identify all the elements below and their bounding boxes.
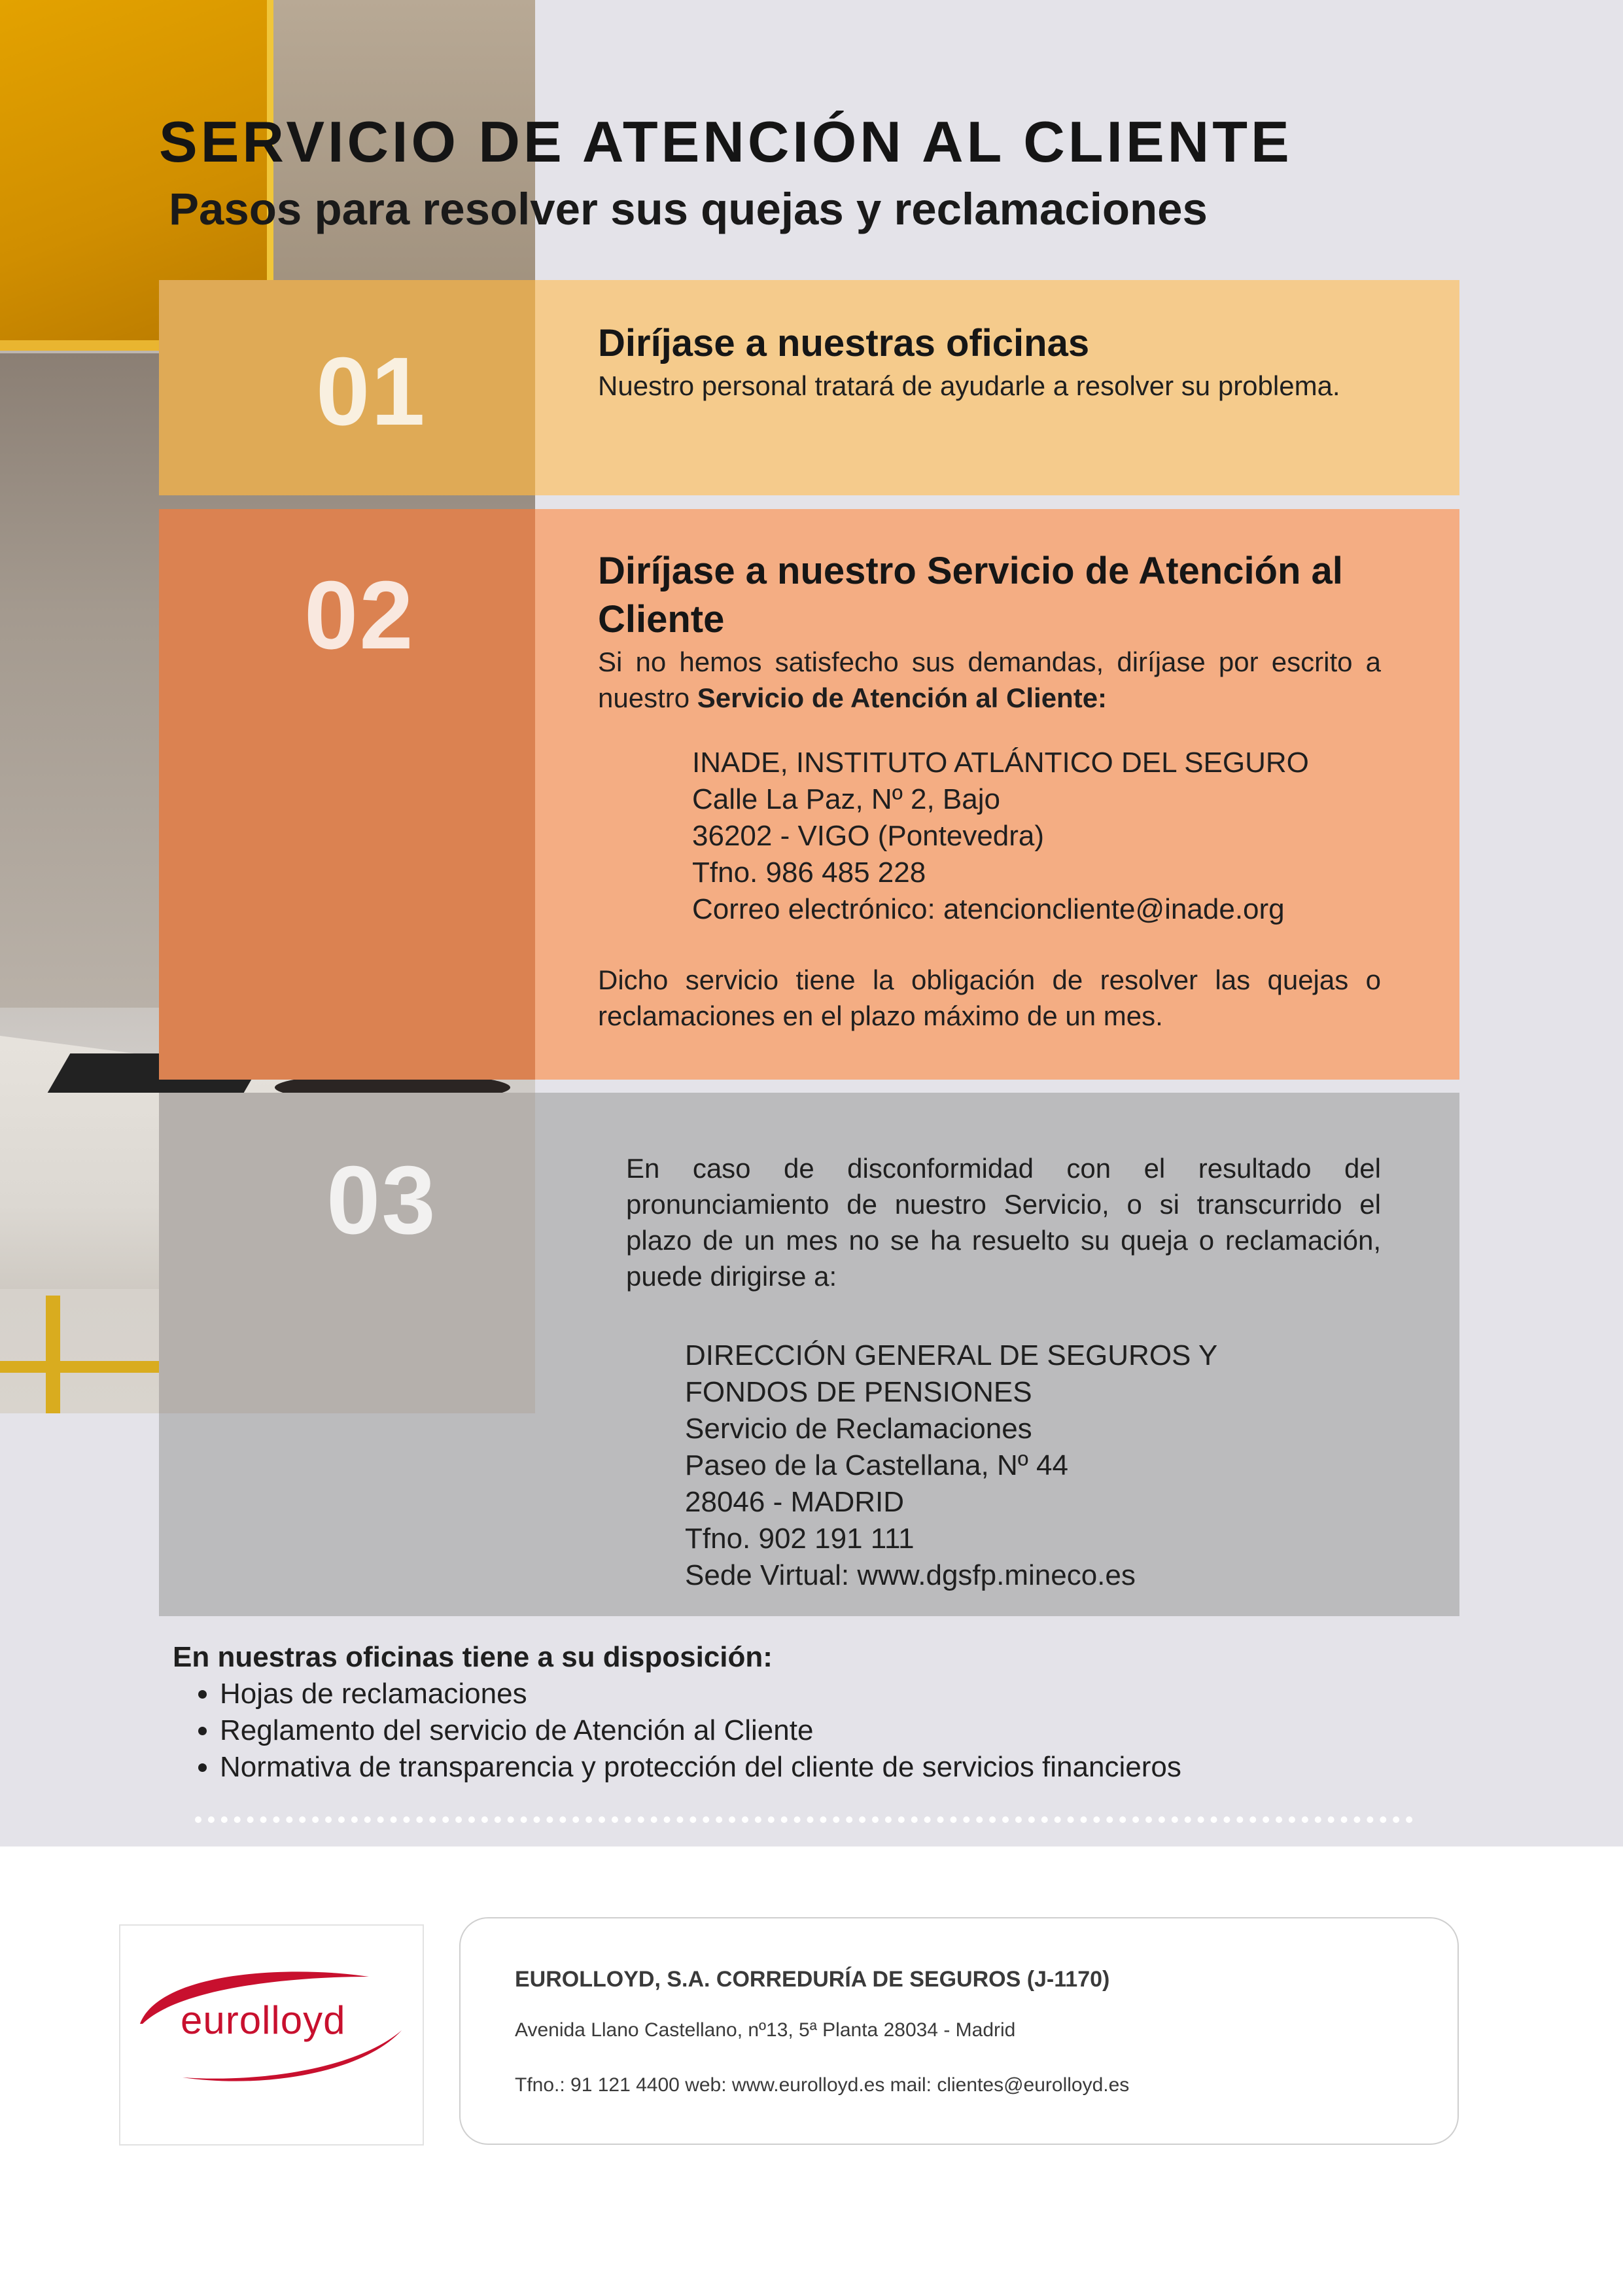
availability-section <box>173 1639 1416 1786</box>
step-2-intro <box>598 644 1381 716</box>
step-3-number: 03 <box>326 1146 437 1254</box>
inade-phone: Tfno. 986 485 228 <box>692 857 926 889</box>
list-item: • Hojas de reclamaciones <box>220 1676 1416 1712</box>
dotted-divider <box>195 1816 1413 1823</box>
step-1-content <box>598 319 1381 404</box>
step-1-text: Nuestro personal tratará de ayudarle a resolver su problema. <box>598 370 1340 401</box>
company-info-box <box>459 1917 1459 2145</box>
dgsfp-city: 28046 - MADRID <box>685 1486 905 1518</box>
step-3-text: En caso de disconformidad con el resultado del pronunciamiento de nuestro Servicio, o si transcurrido el plazo de un mes no se ha resuelto su queja o reclamación, puede dirigirse a: <box>626 1153 1381 1292</box>
page-title: SERVICIO DE ATENCIÓN AL CLIENTE <box>159 109 1293 174</box>
availability-heading: En nuestras oficinas tiene a su disposición: <box>173 1641 773 1673</box>
dgsfp-address <box>685 1337 1381 1594</box>
dgsfp-street: Paseo de la Castellana, Nº 44 <box>685 1449 1068 1481</box>
step-2-heading: Diríjase a nuestro Servicio de Atención al Cliente <box>598 550 1343 641</box>
step-2-intro-text: Si no hemos satisfecho sus demandas, diríjase por escrito a nuestro <box>598 646 1381 713</box>
eurolloyd-logo <box>119 1924 424 2146</box>
step-1-number: 01 <box>316 338 427 446</box>
dgsfp-department: Servicio de Reclamaciones <box>685 1413 1032 1445</box>
list-item: • Reglamento del servicio de Atención al Cliente <box>220 1712 1416 1749</box>
company-name: EUROLLOYD, S.A. CORREDURÍA DE SEGUROS (J-1170) <box>515 1967 1110 1992</box>
step-3-content <box>626 1150 1381 1594</box>
step-2-number: 02 <box>304 561 415 669</box>
dgsfp-phone: Tfno. 902 191 111 <box>685 1523 915 1555</box>
inade-address <box>692 745 1381 928</box>
inade-city: 36202 - VIGO (Pontevedra) <box>692 820 1045 852</box>
company-address: Avenida Llano Castellano, nº13, 5ª Planta 28034 - Madrid <box>515 2019 1016 2041</box>
dgsfp-web: Sede Virtual: www.dgsfp.mineco.es <box>685 1559 1136 1591</box>
logo-wordmark: eurolloyd <box>181 1998 346 2042</box>
inade-street: Calle La Paz, Nº 2, Bajo <box>692 783 1000 815</box>
step-2-closing: Dicho servicio tiene la obligación de resolver las quejas o reclamaciones en el plazo máximo de un mes. <box>598 964 1381 1031</box>
dgsfp-name-line2: FONDOS DE PENSIONES <box>685 1376 1032 1408</box>
step-2-intro-bold: Servicio de Atención al Cliente: <box>697 682 1108 713</box>
photo-desk-leg <box>46 1296 60 1413</box>
inade-email: Correo electrónico: atencioncliente@inade.org <box>692 893 1285 925</box>
dgsfp-name-line1: DIRECCIÓN GENERAL DE SEGUROS Y <box>685 1339 1218 1371</box>
step-1-heading: Diríjase a nuestras oficinas <box>598 322 1090 364</box>
company-contact: Tfno.: 91 121 4400 web: www.eurolloyd.es mail: clientes@eurolloyd.es <box>515 2074 1130 2096</box>
availability-list <box>173 1676 1416 1786</box>
list-item: • Normativa de transparencia y protección del cliente de servicios financieros <box>220 1749 1416 1786</box>
inade-name: INADE, INSTITUTO ATLÁNTICO DEL SEGURO <box>692 747 1309 779</box>
step-2-content <box>598 547 1381 1034</box>
page-subtitle: Pasos para resolver sus quejas y reclamaciones <box>169 184 1208 234</box>
